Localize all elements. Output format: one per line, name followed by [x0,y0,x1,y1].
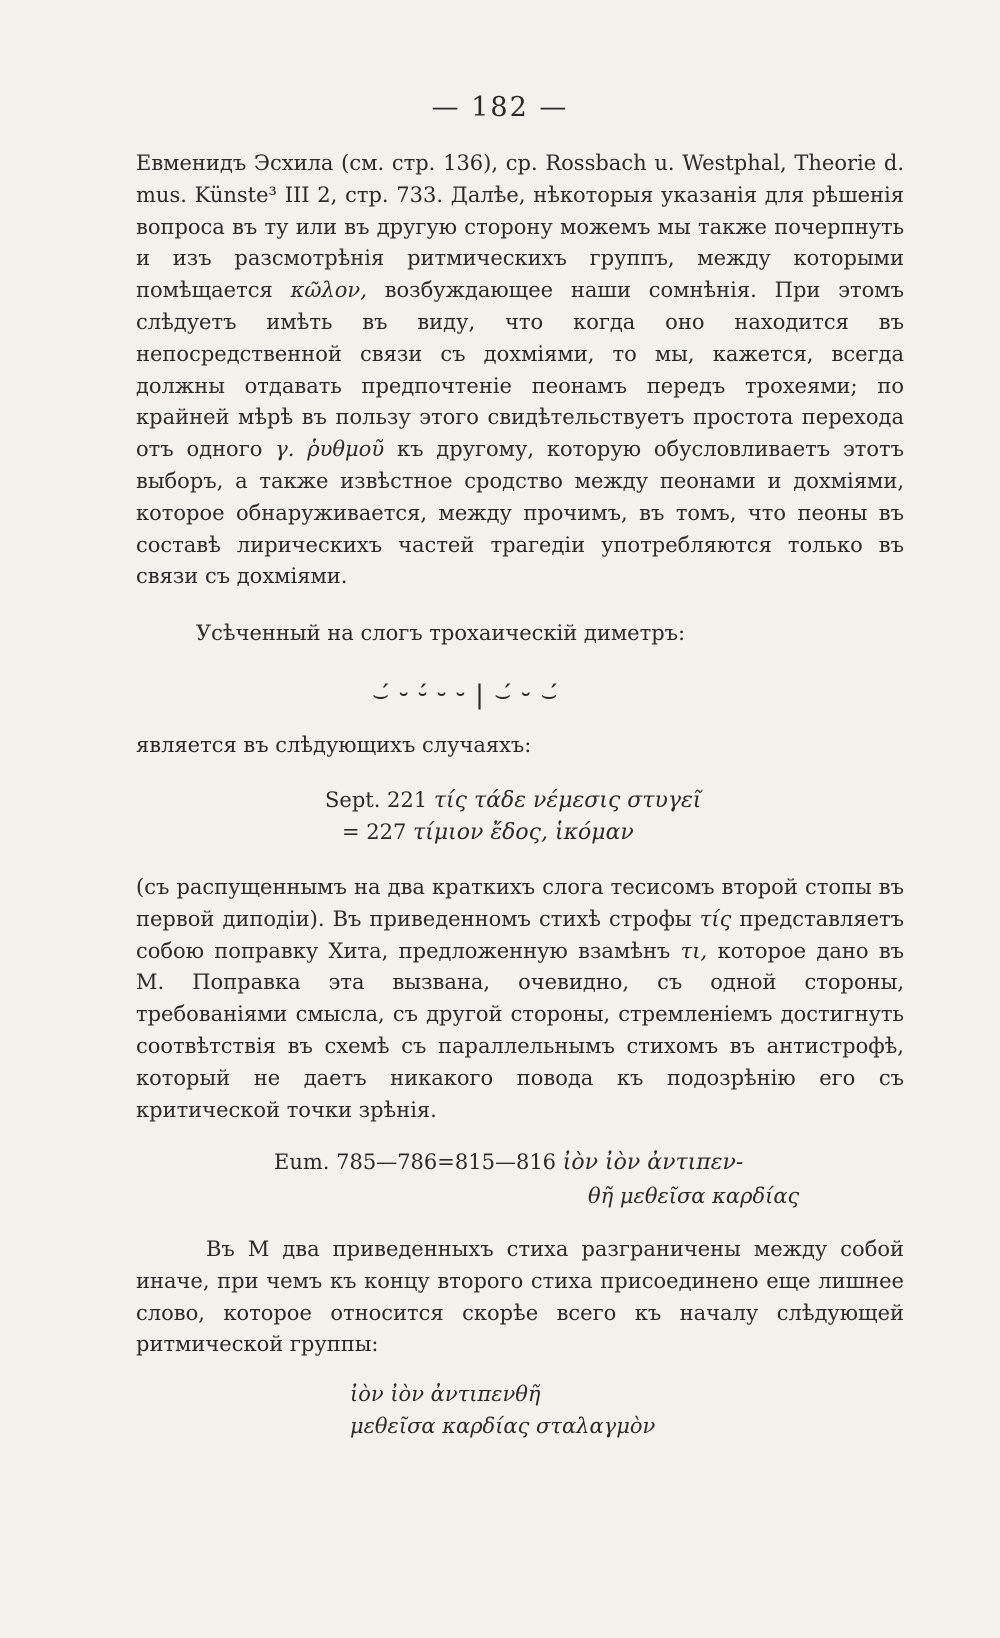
sept-line-2 [342,820,634,845]
sept-line-1-greek: τίς τάδε νέμεσις στυγεῖ [433,788,702,813]
eum-greek-2: θῆ μεθεῖσα καρδίας [588,1184,800,1208]
greek-tis: τίς [699,906,732,931]
paragraph-2-text-c: которое дано въ М. Поправка эта вызвана, очевидно, съ одной стороны, требованіями смысла, съ другой стороны, стремленіемъ достигнуть соотвѣтствія въ схемѣ съ параллельнымъ стихомъ въ антистрофѣ, который не даетъ никакого повода къ подозрѣнію его съ критической точки зрѣнія. [136,938,904,1122]
metrical-scheme: ⌣́ ⏑ ⏑́ ⏑ ⏑ | ⌣́ ⏑ ⌣́ [372,680,559,710]
paragraph-1-text-b: возбуждающее наши сомнѣнія. При этомъ слѣдуетъ имѣть въ виду, что когда оно находится въ непосредственной связи съ дохміями, то мы, кажется, всегда должны отдавать предпочтеніе пеонамъ передъ трохеями; по крайней мѣрѣ въ пользу этого свидѣтельствуетъ простота перехода отъ одного [136,278,904,462]
paragraph-1-text-c: къ другому, которую обусловливаетъ этотъ выборъ, а также извѣстное сродство между пеонами и дохміями, которое обнаруживается, между прочимъ, въ томъ, что пеоны въ составѣ лирическихъ частей трагедіи употребляются только въ связи съ дохміями. [136,437,904,589]
eum-line-1 [274,1150,743,1175]
occurs-text: является въ слѣдующихъ случаяхъ: [136,733,532,757]
final-greek-2: μεθεῖσα καρδίας σταλαγμὸν [350,1414,656,1438]
eum-greek-1: ἰὸν ἰὸν ἀντιπεν- [562,1150,744,1175]
paragraph-2 [136,872,904,1126]
eum-label: Eum. 785—786=815—816 [274,1150,557,1174]
trochaic-heading: Усѣченный на слогъ трохаическій диметръ: [196,621,686,645]
final-greek-1: ἰὸν ἰὸν ἀντιπενθῆ [350,1382,541,1406]
sept-line-2-greek: τίμιον ἔδος, ἱκόμαν [413,820,634,845]
greek-rhythmos: γ. ῥυθμοῦ [275,437,385,462]
greek-ti: τι, [680,938,708,963]
sept-line-2-label: = 227 [342,820,407,844]
paragraph-2-text-b: представляетъ собою поправку Хита, предложенную взамѣнъ [136,906,904,963]
sept-line-1-label: Sept. 221 [325,788,428,812]
sept-line-1 [325,788,701,813]
page-number: — 182 — [431,92,569,123]
paragraph-2-text-a: (съ распущеннымъ на два краткихъ слога тесисомъ второй стопы въ первой диподіи). Въ приведенномъ стихѣ строфы [136,875,904,931]
paragraph-1 [136,148,904,593]
paragraph-1-text-a: Евменидъ Эсхила (см. стр. 136), ср. Rossbach u. Westphal, Theorie d. mus. Künste³ III 2, стр. 733. Далѣе, нѣкоторыя указанія для рѣшенія вопроса въ ту или въ другую сторону можемъ мы также почерпнуть и изъ разсмотрѣнія ритмическихъ группъ, между которыми помѣщается [136,151,904,303]
paragraph-3: Въ М два приведенныхъ стиха разграничены между собой иначе, при чемъ къ концу второго стиха присоединено еще лишнее слово, которое относится скорѣе всего къ началу слѣдующей ритмической группы: [136,1237,904,1357]
greek-kolon: κῶλον, [290,278,367,303]
